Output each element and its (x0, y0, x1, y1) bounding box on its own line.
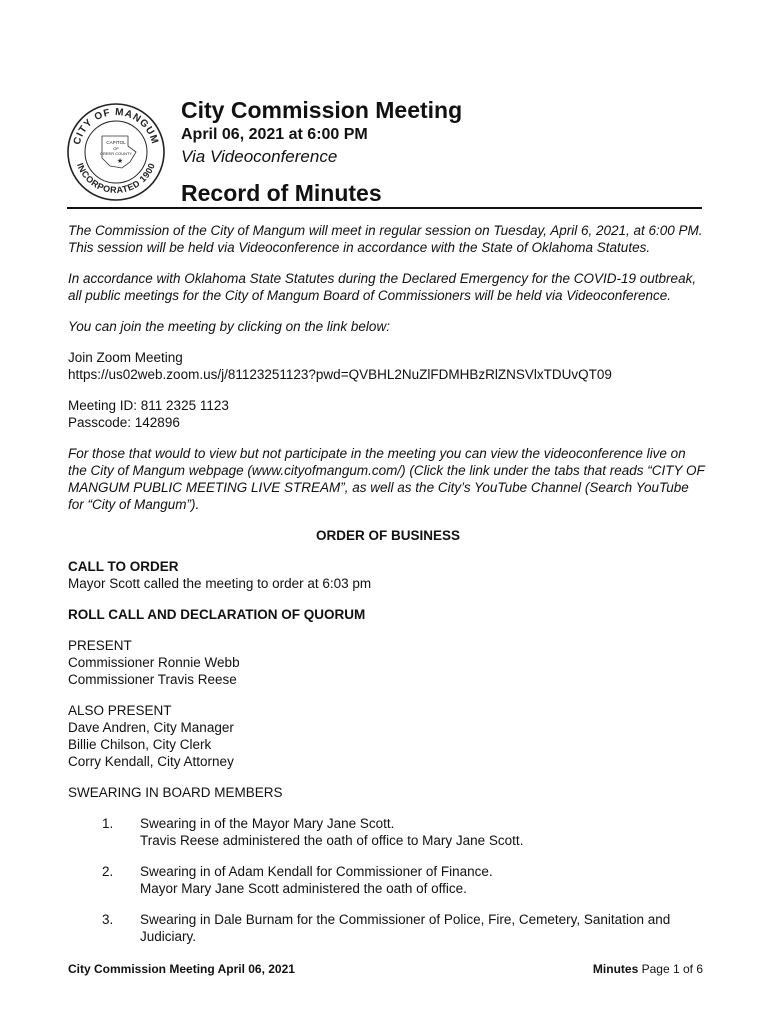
intro-paragraph-3: You can join the meeting by clicking on the link below: (68, 319, 390, 334)
call-to-order-section (68, 558, 708, 592)
seal-inner-line-1: CAPITOL (106, 140, 126, 145)
seal-inner-line-3: GREER COUNTY (99, 151, 133, 156)
document-body (68, 222, 708, 959)
list-item (68, 863, 708, 897)
swearing-in-heading: SWEARING IN BOARD MEMBERS (68, 785, 283, 800)
seal-bottom-text: INCORPORATED 1900 (74, 161, 158, 196)
record-of-minutes-heading: Record of Minutes (181, 180, 382, 206)
list-item-line-1: Swearing in of Adam Kendall for Commissioner of Finance. (140, 864, 493, 879)
order-of-business-heading: ORDER OF BUSINESS (315, 528, 461, 543)
footer-page-number: Page 1 of 6 (641, 962, 703, 976)
list-item-line-2: Travis Reese administered the oath of office to Mary Jane Scott. (140, 833, 524, 848)
meeting-id: Meeting ID: 811 2325 1123 (68, 398, 229, 413)
present-label: PRESENT (68, 638, 132, 653)
intro-paragraph-1: The Commission of the City of Mangum will meet in regular session on Tuesday, April 6, 2021, at 6:00 PM. This session will be held via Videoconference in accordance with the State of Oklahoma Statutes. (68, 223, 703, 255)
swearing-in-list (68, 815, 708, 945)
list-item-number: 2. (102, 864, 114, 879)
list-item-number: 3. (102, 912, 114, 927)
page-footer (68, 962, 703, 976)
footer-left: City Commission Meeting April 06, 2021 (68, 962, 295, 976)
list-item (68, 815, 708, 849)
zoom-info (68, 349, 708, 383)
meeting-date-time: April 06, 2021 at 6:00 PM (181, 126, 368, 143)
city-seal (66, 102, 166, 202)
call-to-order-text: Mayor Scott called the meeting to order at 6:03 pm (68, 576, 372, 591)
also-present-label: ALSO PRESENT (68, 703, 172, 718)
also-present-section (68, 702, 708, 770)
list-item-text (140, 911, 708, 945)
page-title: City Commission Meeting (181, 97, 463, 123)
present-member: Commissioner Travis Reese (68, 672, 237, 687)
list-item-text (140, 863, 708, 897)
also-present-member: Billie Chilson, City Clerk (68, 737, 212, 752)
seal-star-icon: ★ (116, 157, 124, 165)
seal-inner-line-2: OF (113, 146, 119, 151)
list-item-text (140, 815, 708, 849)
passcode: Passcode: 142896 (68, 415, 180, 430)
city-seal-graphic (66, 102, 166, 202)
list-item-line-2: Mayor Mary Jane Scott administered the oath of office. (140, 881, 467, 896)
also-present-member: Dave Andren, City Manager (68, 720, 234, 735)
list-item-line-1: Swearing in of the Mayor Mary Jane Scott. (140, 816, 395, 831)
meeting-venue: Via Videoconference (181, 147, 338, 166)
roll-call-heading: ROLL CALL AND DECLARATION OF QUORUM (68, 607, 366, 622)
zoom-label: Join Zoom Meeting (68, 350, 183, 365)
header-divider (67, 207, 702, 209)
zoom-credentials (68, 397, 708, 431)
header-block (181, 96, 462, 168)
footer-right (593, 962, 703, 976)
present-section (68, 637, 708, 688)
intro-paragraph-2: In accordance with Oklahoma State Statutes during the Declared Emergency for the COVID-19 outbreak, all public meetings for the City of Mangum Board of Commissioners will be held via Videoconference. (68, 271, 697, 303)
view-note: For those that would to view but not participate in the meeting you can view the videoconference live on the City of Mangum webpage (www.cityofmangum.com/) (Click the link under the tabs that reads “CITY OF MANGUM PUBLIC MEETING LIVE STREAM”, as well as the City’s YouTube Channel (Search YouTube for “City of Mangum”). (68, 446, 705, 512)
list-item (68, 911, 708, 945)
seal-top-text: CITY OF MANGUM (71, 106, 161, 147)
call-to-order-heading: CALL TO ORDER (68, 559, 179, 574)
also-present-member: Corry Kendall, City Attorney (68, 754, 234, 769)
footer-minutes-label: Minutes (592, 962, 639, 976)
zoom-link[interactable]: https://us02web.zoom.us/j/81123251123?pwd=QVBHL2NuZlFDMHBzRlZNSVlxTDUvQT09 (68, 367, 612, 382)
list-item-number: 1. (102, 816, 114, 831)
list-item-line-1: Swearing in Dale Burnam for the Commissioner of Police, Fire, Cemetery, Sanitation and Judiciary. (140, 912, 671, 944)
present-member: Commissioner Ronnie Webb (68, 655, 240, 670)
